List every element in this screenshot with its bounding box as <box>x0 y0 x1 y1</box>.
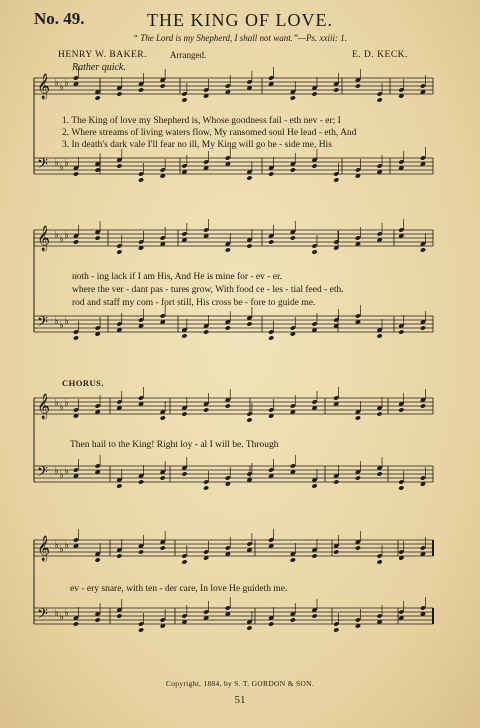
note-head <box>290 167 296 172</box>
note-head <box>160 475 166 480</box>
note-head <box>420 247 426 252</box>
arranged-credit: Arranged. <box>170 50 207 60</box>
flat-sign-icon: ♭ <box>64 608 69 619</box>
note-head <box>377 411 383 416</box>
page-number: 51 <box>234 694 246 706</box>
note-head <box>116 163 122 168</box>
note-head <box>181 333 187 338</box>
bass-clef-icon: 𝄢 <box>37 314 48 334</box>
note-head <box>311 249 317 254</box>
flat-sign-icon: ♭ <box>64 230 69 241</box>
hymn-number: No. 49. <box>34 9 85 28</box>
bass-clef-icon: 𝄢 <box>37 606 48 626</box>
note-head <box>355 415 361 420</box>
verse-3-line-1: 3. In death's dark vale I'll fear no ill, My King will go be - side me, His <box>62 140 332 150</box>
note-head <box>181 411 187 416</box>
note-head <box>333 87 339 92</box>
flat-sign-icon: ♭ <box>59 320 64 331</box>
note-head <box>116 613 122 618</box>
author-credit: HENRY W. BAKER. <box>58 50 147 60</box>
note-head <box>268 239 274 244</box>
chorus-line-2: ev - ery snare, with ten - der care, In love He guideth me. <box>70 584 288 594</box>
treble-clef-icon: 𝄞 <box>37 394 51 419</box>
flat-sign-icon: ♭ <box>59 162 64 173</box>
flat-sign-icon: ♭ <box>54 608 59 619</box>
note-head <box>290 95 296 100</box>
flat-sign-icon: ♭ <box>59 82 64 93</box>
note-head <box>311 163 317 168</box>
verse-3-line-2: rod and staff my com - fort still, His cross be - fore to guide me. <box>72 298 316 308</box>
note-head <box>95 617 101 622</box>
scripture-epigraph: “ The Lord is my Shepherd, I shall not want.”—Ps. xxiii: 1. <box>132 33 348 43</box>
note-head <box>311 553 317 558</box>
flat-sign-icon: ♭ <box>54 398 59 409</box>
tempo-marking: Rather quick. <box>72 62 126 73</box>
composer-credit: E. D. KECK. <box>352 50 408 60</box>
bass-clef-icon: 𝄢 <box>37 156 48 176</box>
note-head <box>333 627 339 632</box>
note-head <box>138 177 144 182</box>
flat-sign-icon: ♭ <box>64 398 69 409</box>
note-head <box>398 407 404 412</box>
bass-clef-icon: 𝄢 <box>37 464 48 484</box>
verse-1-line-2: noth - ing lack if I am His, And He is mine for - ev - er. <box>72 272 283 282</box>
note-head <box>420 325 426 330</box>
note-head <box>311 483 317 488</box>
note-head <box>73 239 79 244</box>
treble-clef-icon: 𝄞 <box>37 226 51 251</box>
note-head <box>246 243 252 248</box>
note-head <box>116 553 122 558</box>
note-head <box>116 483 122 488</box>
note-head <box>160 415 166 420</box>
note-head <box>181 97 187 102</box>
treble-clef-icon: 𝄞 <box>37 536 51 561</box>
verse-2-line-2: where the ver - dant pas - tures grow, With food ce - les - tial feed - eth. <box>72 285 344 295</box>
note-head <box>116 91 122 96</box>
verse-2-line-1: 2. Where streams of living waters flow, My ransomed soul He lead - eth, And <box>62 128 357 138</box>
note-head <box>377 97 383 102</box>
flat-sign-icon: ♭ <box>64 316 69 327</box>
note-head <box>203 485 209 490</box>
note-head <box>138 87 144 92</box>
note-head <box>95 235 101 240</box>
note-head <box>138 627 144 632</box>
flat-sign-icon: ♭ <box>54 78 59 89</box>
verse-1-line-1: 1. The King of love my Shepherd is, Whose goodness fail - eth nev - er; I <box>62 116 341 126</box>
note-head <box>377 471 383 476</box>
note-head <box>95 557 101 562</box>
note-head <box>268 621 274 626</box>
note-head <box>116 249 122 254</box>
flat-sign-icon: ♭ <box>59 234 64 245</box>
note-head <box>160 83 166 88</box>
flat-sign-icon: ♭ <box>54 466 59 477</box>
copyright-notice: Copyright, 1884, by S. T. GORDON & SON. <box>165 679 315 688</box>
note-head <box>333 177 339 182</box>
chorus-label: CHORUS. <box>62 378 104 388</box>
note-head <box>290 557 296 562</box>
note-head <box>73 335 79 340</box>
flat-sign-icon: ♭ <box>59 544 64 555</box>
note-head <box>311 613 317 618</box>
note-head <box>160 545 166 550</box>
note-head <box>225 325 231 330</box>
note-head <box>73 621 79 626</box>
note-head <box>225 403 231 408</box>
flat-sign-icon: ♭ <box>64 540 69 551</box>
note-head <box>355 475 361 480</box>
note-head <box>73 171 79 176</box>
flat-sign-icon: ♭ <box>64 158 69 169</box>
note-head <box>333 479 339 484</box>
note-head <box>268 171 274 176</box>
flat-sign-icon: ♭ <box>64 466 69 477</box>
flat-sign-icon: ♭ <box>54 158 59 169</box>
note-head <box>398 485 404 490</box>
flat-sign-icon: ♭ <box>54 540 59 551</box>
note-head <box>225 247 231 252</box>
note-head <box>246 321 252 326</box>
hymn-title: THE KING OF LOVE. <box>147 10 333 30</box>
note-head <box>311 91 317 96</box>
note-head <box>290 235 296 240</box>
note-head <box>246 417 252 422</box>
note-head <box>181 559 187 564</box>
note-head <box>333 549 339 554</box>
note-head <box>246 625 252 630</box>
note-head <box>268 335 274 340</box>
flat-sign-icon: ♭ <box>54 316 59 327</box>
note-head <box>377 559 383 564</box>
flat-sign-icon: ♭ <box>59 402 64 413</box>
note-head <box>246 175 252 180</box>
note-head <box>290 617 296 622</box>
note-head <box>398 329 404 334</box>
note-head <box>377 333 383 338</box>
note-head <box>95 95 101 100</box>
treble-clef-icon: 𝄞 <box>37 74 51 99</box>
note-head <box>355 83 361 88</box>
flat-sign-icon: ♭ <box>59 470 64 481</box>
note-head <box>181 471 187 476</box>
chorus-line-1: Then hail to the King! Right loy - al I will be. Through <box>70 440 279 450</box>
note-head <box>355 545 361 550</box>
flat-sign-icon: ♭ <box>59 612 64 623</box>
flat-sign-icon: ♭ <box>64 78 69 89</box>
flat-sign-icon: ♭ <box>54 230 59 241</box>
note-head <box>138 549 144 554</box>
note-head <box>420 403 426 408</box>
note-head <box>203 329 209 334</box>
note-head <box>203 407 209 412</box>
note-head <box>138 479 144 484</box>
